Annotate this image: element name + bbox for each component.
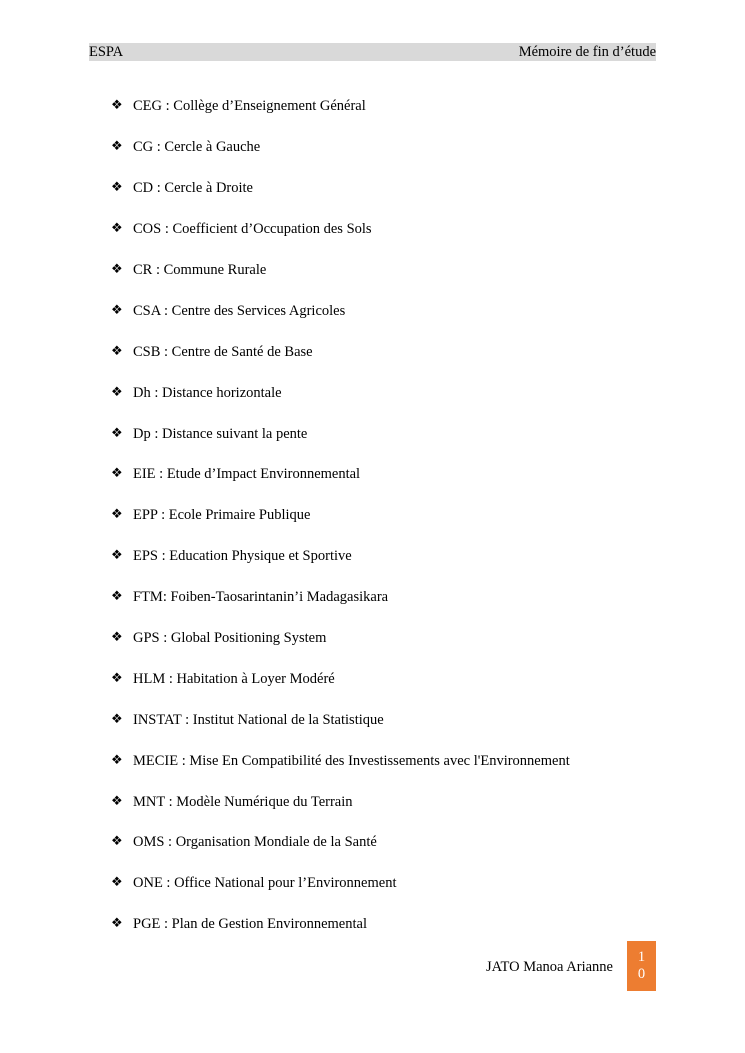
list-item	[111, 372, 570, 413]
abbreviation-text: CG : Cercle à Gauche	[133, 139, 261, 156]
list-item	[111, 658, 570, 699]
diamond-bullet-icon: ❖	[111, 302, 123, 318]
diamond-bullet-icon: ❖	[111, 793, 123, 809]
list-item	[111, 250, 570, 291]
diamond-bullet-icon: ❖	[111, 466, 123, 482]
abbreviation-text: MECIE : Mise En Compatibilité des Investissements avec l'Environnement	[133, 752, 570, 769]
header-left-text: ESPA	[89, 44, 124, 60]
abbreviation-text: EIE : Etude d’Impact Environnemental	[133, 466, 361, 483]
list-item	[111, 822, 570, 863]
abbreviation-text: COS : Coefficient d’Occupation des Sols	[133, 221, 372, 238]
diamond-bullet-icon: ❖	[111, 670, 123, 686]
abbreviation-text: ONE : Office National pour l’Environnement	[133, 875, 397, 892]
list-item	[111, 168, 570, 209]
diamond-bullet-icon: ❖	[111, 180, 123, 196]
list-item	[111, 454, 570, 495]
diamond-bullet-icon: ❖	[111, 548, 123, 564]
diamond-bullet-icon: ❖	[111, 711, 123, 727]
list-item	[111, 331, 570, 372]
diamond-bullet-icon: ❖	[111, 343, 123, 359]
diamond-bullet-icon: ❖	[111, 139, 123, 155]
abbreviation-text: EPS : Education Physique et Sportive	[133, 548, 352, 565]
diamond-bullet-icon: ❖	[111, 630, 123, 646]
page-number-digit-2: 0	[637, 966, 646, 982]
list-item	[111, 781, 570, 822]
diamond-bullet-icon: ❖	[111, 916, 123, 932]
abbreviation-text: CR : Commune Rurale	[133, 262, 267, 278]
footer-author: JATO Manoa Arianne	[486, 959, 613, 975]
abbreviation-text: CSA : Centre des Services Agricoles	[133, 302, 346, 319]
diamond-bullet-icon: ❖	[111, 834, 123, 850]
abbreviation-text: EPP : Ecole Primaire Publique	[133, 507, 311, 524]
abbreviation-text: MNT : Modèle Numérique du Terrain	[133, 793, 353, 810]
diamond-bullet-icon: ❖	[111, 425, 123, 441]
page-number-digit-1: 1	[637, 949, 646, 965]
diamond-bullet-icon: ❖	[111, 875, 123, 891]
diamond-bullet-icon: ❖	[111, 262, 123, 277]
abbreviation-text: HLM : Habitation à Loyer Modéré	[133, 670, 335, 687]
header-right-text: Mémoire de fin d’étude	[518, 44, 656, 60]
page-number-badge	[627, 941, 656, 991]
abbreviation-text: CEG : Collège d’Enseignement Général	[133, 98, 366, 115]
diamond-bullet-icon: ❖	[111, 589, 123, 605]
list-item	[111, 577, 570, 618]
diamond-bullet-icon: ❖	[111, 507, 123, 523]
abbreviation-text: GPS : Global Positioning System	[133, 630, 327, 647]
abbreviation-text: CD : Cercle à Droite	[133, 180, 253, 197]
list-item	[111, 209, 570, 250]
list-item	[111, 127, 570, 168]
list-item	[111, 863, 570, 904]
abbreviation-text: Dh : Distance horizontale	[133, 384, 282, 401]
list-item	[111, 536, 570, 577]
abbreviation-list	[111, 86, 570, 945]
list-item	[111, 495, 570, 536]
abbreviation-text: Dp : Distance suivant la pente	[133, 425, 308, 442]
diamond-bullet-icon: ❖	[111, 384, 123, 400]
list-item	[111, 904, 570, 945]
list-item	[111, 618, 570, 659]
list-item	[111, 740, 570, 781]
abbreviation-text: CSB : Centre de Santé de Base	[133, 343, 313, 360]
diamond-bullet-icon: ❖	[111, 752, 123, 768]
diamond-bullet-icon: ❖	[111, 98, 123, 114]
list-item	[111, 413, 570, 454]
list-item	[111, 699, 570, 740]
abbreviation-text: PGE : Plan de Gestion Environnemental	[133, 916, 367, 933]
abbreviation-text: INSTAT : Institut National de la Statistique	[133, 711, 384, 728]
abbreviation-text: OMS : Organisation Mondiale de la Santé	[133, 834, 377, 851]
list-item	[111, 290, 570, 331]
list-item	[111, 86, 570, 127]
abbreviation-text: FTM: Foiben-Taosarintanin’i Madagasikara	[133, 589, 389, 606]
page-header	[89, 43, 656, 61]
diamond-bullet-icon: ❖	[111, 221, 123, 237]
